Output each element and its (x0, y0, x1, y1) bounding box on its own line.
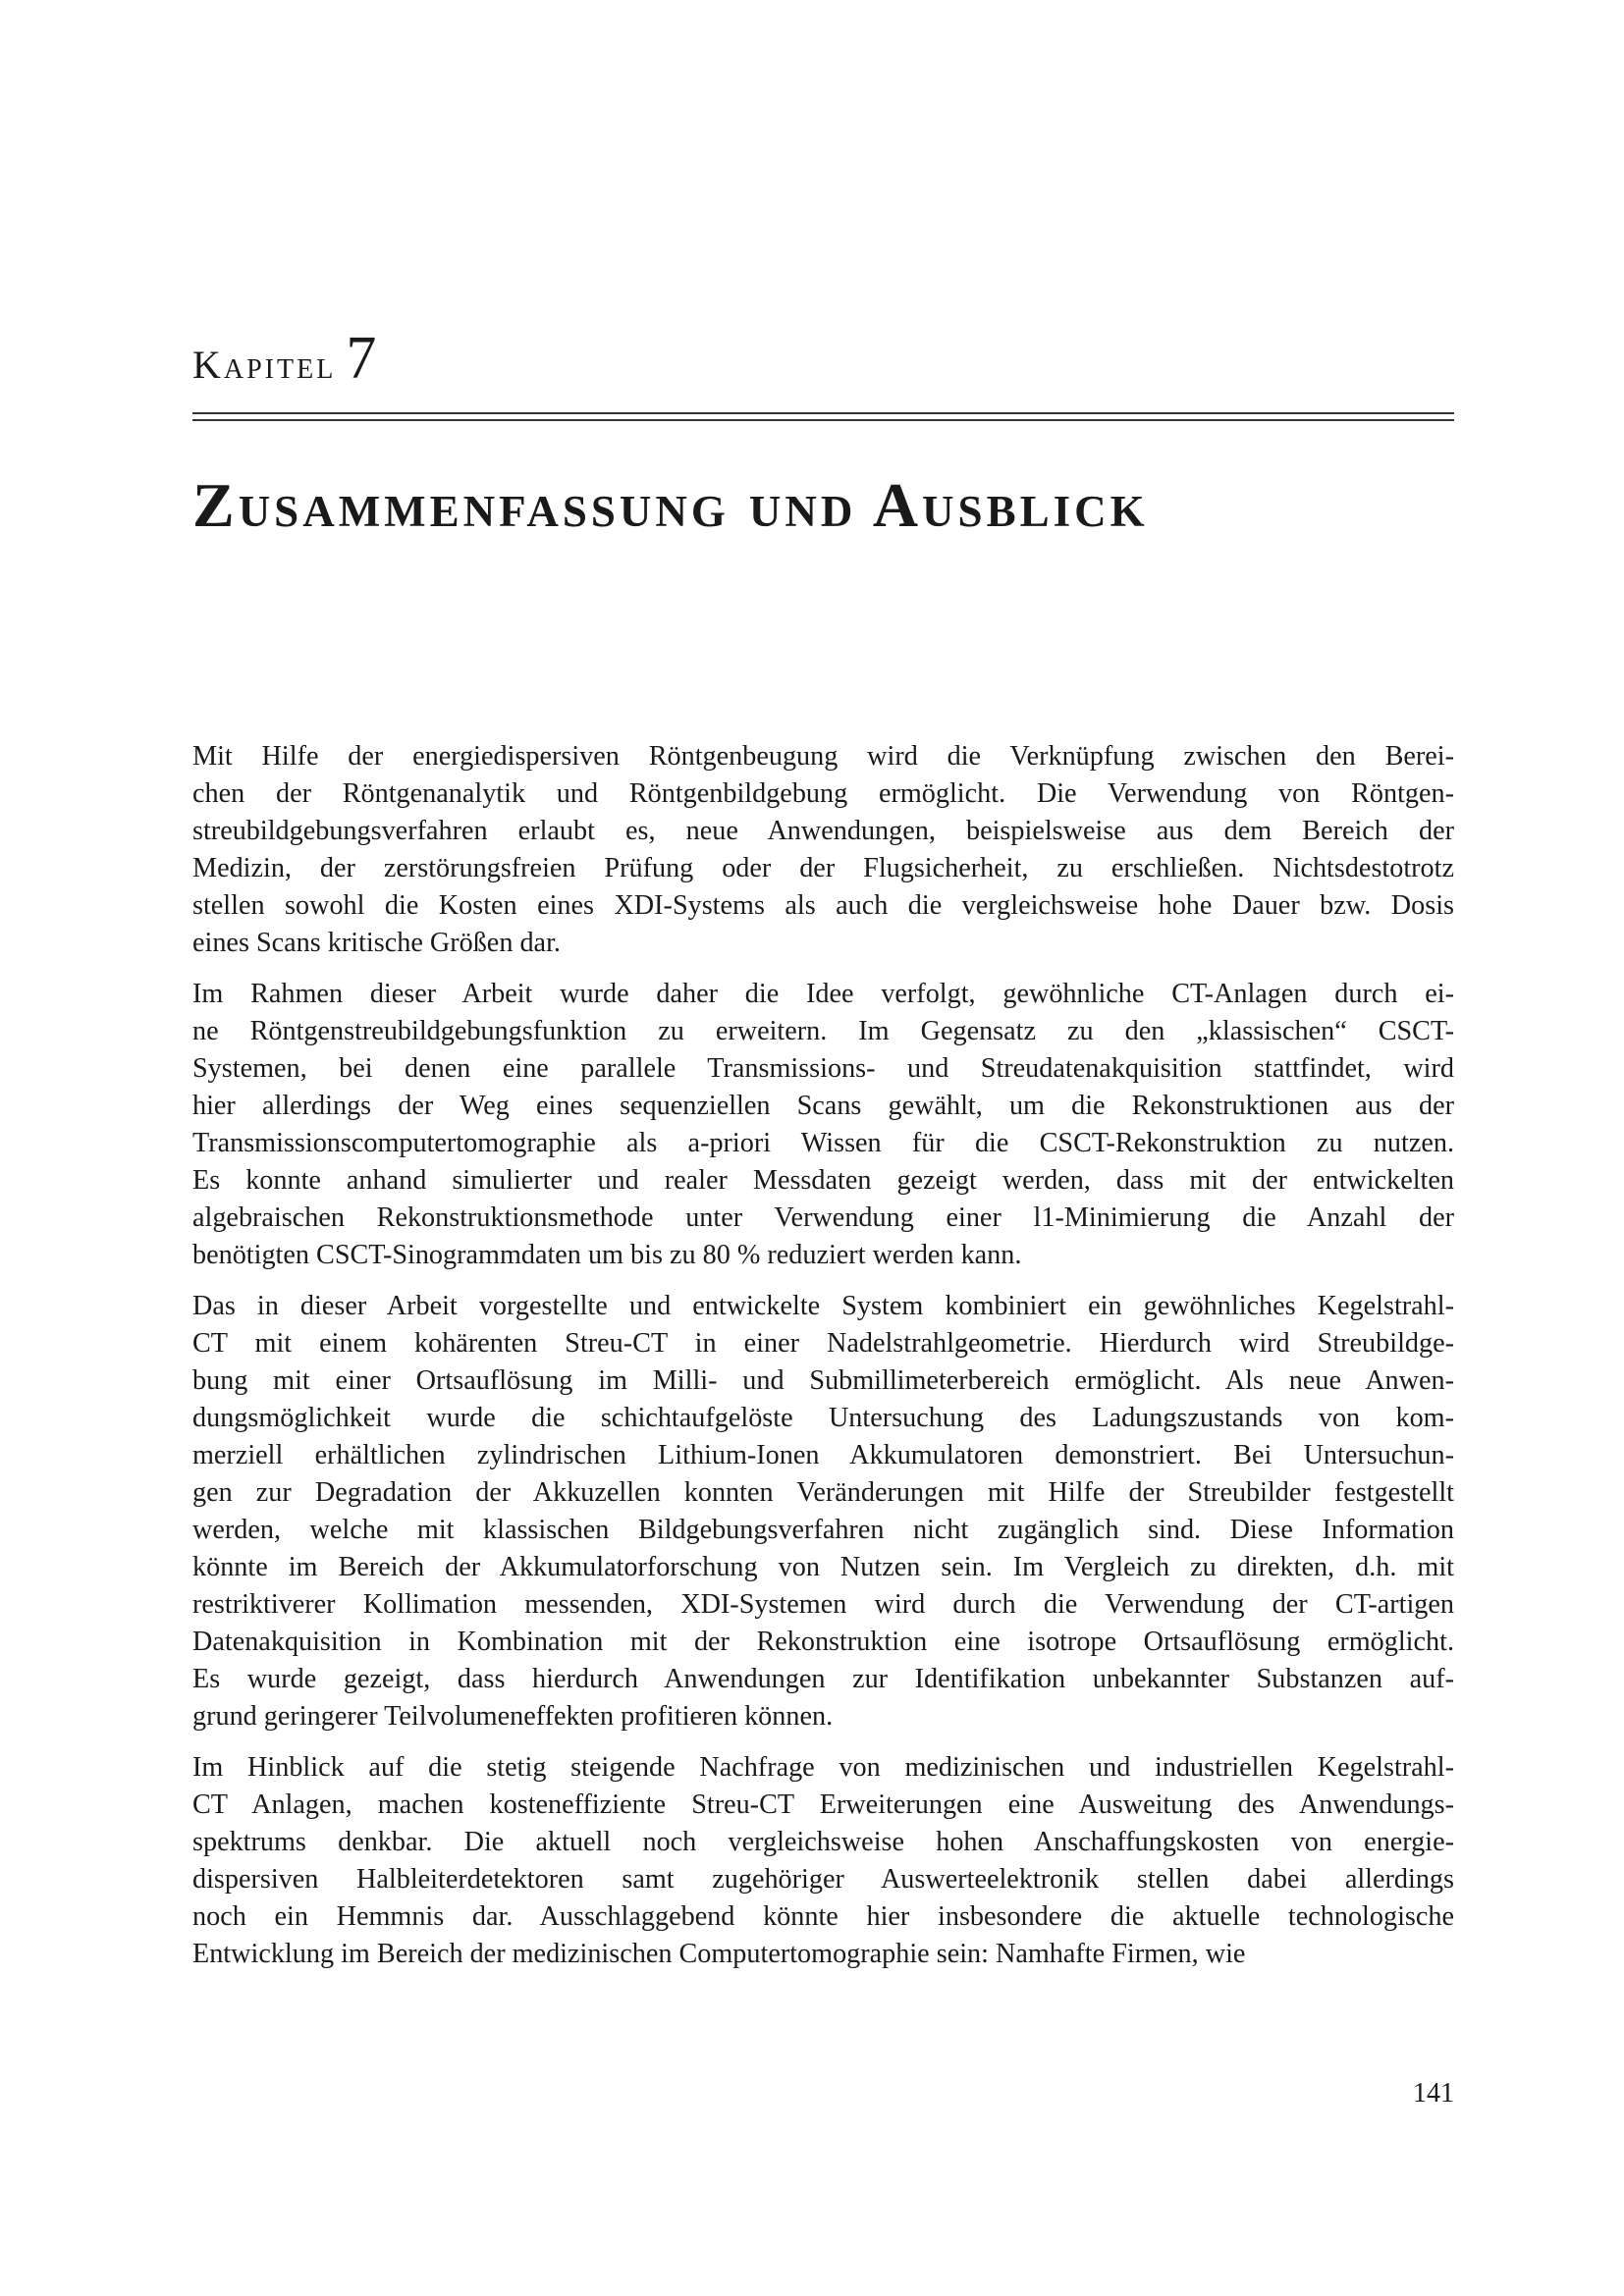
text-line: restriktiverer Kollimation messenden, XDI-Systemen wird durch die Verwendung der CT-artigen (192, 1589, 1454, 1620)
text-line: Transmissionscomputertomographie als a-priori Wissen für die CSCT-Rekonstruktion zu nutzen. (192, 1128, 1454, 1158)
paragraph (192, 976, 1454, 1274)
text-line: Es konnte anhand simulierter und realer Messdaten gezeigt werden, dass mit der entwickelten (192, 1165, 1454, 1196)
paragraph (192, 1749, 1454, 1973)
text-line: Systemen, bei denen eine parallele Transmissions- und Streudatenakquisition stattfindet, wird (192, 1053, 1454, 1084)
text-line: spektrums denkbar. Die aktuell noch vergleichsweise hohen Anschaffungskosten von energie- (192, 1827, 1454, 1857)
chapter-number: 7 (346, 325, 377, 392)
text-line: CT Anlagen, machen kosteneffiziente Streu-CT Erweiterungen eine Ausweitung des Anwendungs- (192, 1789, 1454, 1820)
text-line: Es wurde gezeigt, dass hierdurch Anwendungen zur Identifikation unbekannter Substanzen auf- (192, 1664, 1454, 1694)
text-line: hier allerdings der Weg eines sequenziellen Scans gewählt, um die Rekonstruktionen aus der (192, 1091, 1454, 1121)
text-line: stellen sowohl die Kosten eines XDI-Systems als auch die vergleichsweise hohe Dauer bzw. Dosis (192, 890, 1454, 921)
chapter-label (192, 324, 376, 394)
paragraph (192, 738, 1454, 962)
text-line: könnte im Bereich der Akkumulatorforschung von Nutzen sein. Im Vergleich zu direkten, d.h. mit (192, 1552, 1454, 1582)
text-line: noch ein Hemmnis dar. Ausschlaggebend könnte hier insbesondere die aktuelle technologische (192, 1901, 1454, 1932)
text-line: ne Röntgenstreubildgebungsfunktion zu erweitern. Im Gegensatz zu den „klassischen“ CSCT- (192, 1016, 1454, 1046)
text-line: Im Rahmen dieser Arbeit wurde daher die Idee verfolgt, gewöhnliche CT-Anlagen durch ei- (192, 979, 1454, 1009)
paragraph (192, 1288, 1454, 1735)
text-line: grund geringerer Teilvolumeneffekten profitieren können. (192, 1701, 834, 1732)
text-line: Datenakquisition in Kombination mit der Rekonstruktion eine isotrope Ortsauflösung ermöglicht. (192, 1627, 1454, 1657)
chapter-rule-bottom (192, 419, 1454, 421)
chapter-label-word: Kapitel (192, 343, 337, 387)
text-line: Das in dieser Arbeit vorgestellte und entwickelte System kombiniert ein gewöhnliches Kegelstrahl- (192, 1291, 1454, 1321)
text-line: werden, welche mit klassischen Bildgebungsverfahren nicht zugänglich sind. Diese Information (192, 1515, 1454, 1545)
chapter-title: Zusammenfassung und Ausblick (192, 470, 1149, 540)
text-line: chen der Röntgenanalytik und Röntgenbildgebung ermöglicht. Die Verwendung von Röntgen- (192, 778, 1454, 809)
text-line: algebraischen Rekonstruktionsmethode unter Verwendung einer l1-Minimierung die Anzahl der (192, 1202, 1454, 1233)
text-line: bung mit einer Ortsauflösung im Milli- und Submillimeterbereich ermöglicht. Als neue Anwen- (192, 1365, 1454, 1396)
text-line: CT mit einem kohärenten Streu-CT in einer Nadelstrahlgeometrie. Hierdurch wird Streubildge- (192, 1328, 1454, 1359)
text-line: Im Hinblick auf die stetig steigende Nachfrage von medizinischen und industriellen Kegelstrahl- (192, 1752, 1454, 1783)
text-line: Medizin, der zerstörungsfreien Prüfung oder der Flugsicherheit, zu erschließen. Nichtsdestotrotz (192, 853, 1454, 883)
chapter-rule-top (192, 412, 1454, 414)
page-number: 141 (1413, 2078, 1454, 2109)
text-line: merziell erhältlichen zylindrischen Lithium-Ionen Akkumulatoren demonstriert. Bei Untersuchun- (192, 1440, 1454, 1470)
body-text (192, 738, 1454, 1987)
text-line: streubildgebungsverfahren erlaubt es, neue Anwendungen, beispielsweise aus dem Bereich der (192, 816, 1454, 846)
text-line: dispersiven Halbleiterdetektoren samt zugehöriger Auswerteelektronik stellen dabei allerdings (192, 1864, 1454, 1895)
text-line: benötigten CSCT-Sinogrammdaten um bis zu 80 % reduziert werden kann. (192, 1240, 1022, 1270)
text-line: dungsmöglichkeit wurde die schichtaufgelöste Untersuchung des Ladungszustands von kom- (192, 1403, 1454, 1433)
text-line: Mit Hilfe der energiedispersiven Röntgenbeugung wird die Verknüpfung zwischen den Berei- (192, 741, 1454, 772)
text-line: Entwicklung im Bereich der medizinischen Computertomographie sein: Namhafte Firmen, wie (192, 1939, 1246, 1969)
text-line: gen zur Degradation der Akkuzellen konnten Veränderungen mit Hilfe der Streubilder festgestellt (192, 1477, 1454, 1508)
text-line: eines Scans kritische Größen dar. (192, 928, 561, 958)
